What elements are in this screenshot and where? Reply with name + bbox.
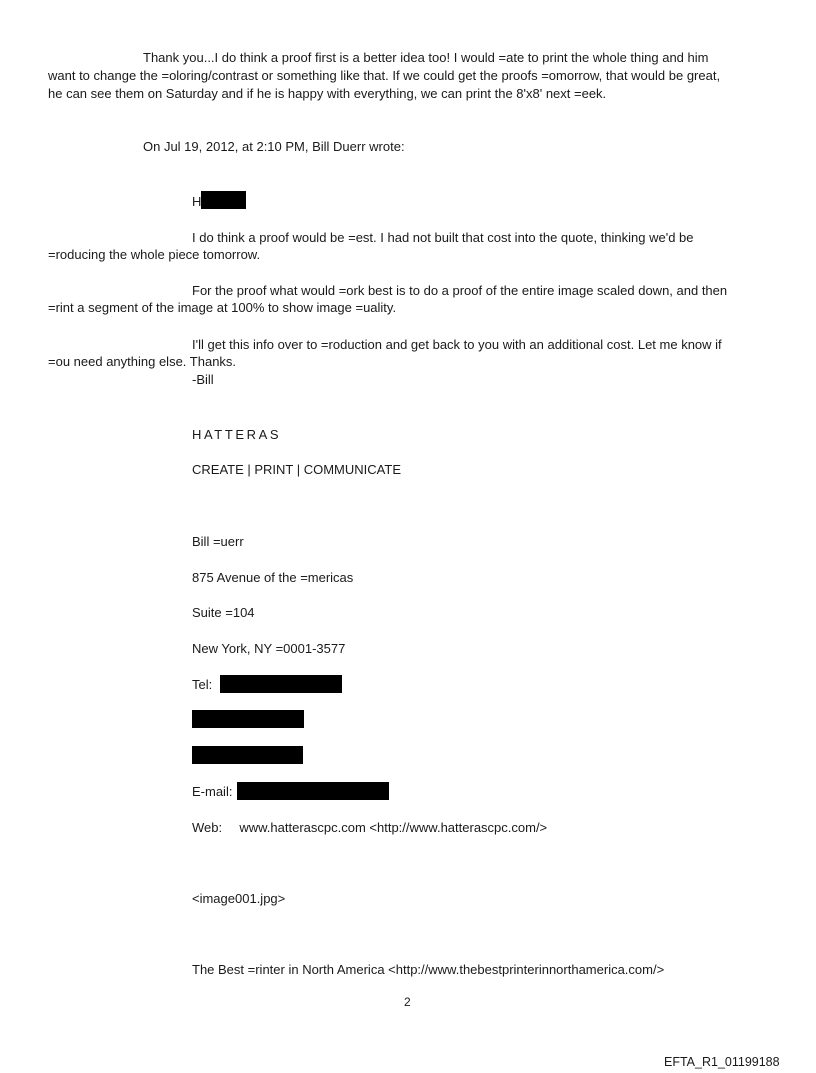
company-name: HATTERAS bbox=[192, 427, 282, 442]
quote-p3-line-1: I'll get this info over to =roduction and get back to you with an additional cost. Let me know if bbox=[192, 337, 722, 352]
quote-p2-line-1: For the proof what would =ork best is to do a proof of the entire image scaled down, and then bbox=[192, 283, 728, 298]
web-row bbox=[192, 819, 547, 836]
tel-label: Tel: bbox=[192, 677, 213, 692]
redaction-block-tel bbox=[220, 675, 342, 693]
redaction-block-greeting bbox=[201, 191, 246, 209]
quote-p1-line-1: I do think a proof would be =est. I had not built that cost into the quote, thinking we'd be bbox=[192, 230, 694, 245]
reply-line-3: he can see them on Saturday and if he is happy with everything, we can print the 8'x8' next =eek. bbox=[48, 86, 607, 101]
redaction-block-email bbox=[237, 782, 389, 800]
signature-name: Bill =uerr bbox=[192, 534, 244, 549]
greeting bbox=[192, 193, 201, 210]
best-printer-link[interactable]: The Best =rinter in North America <http://www.thebestprinterinnorthamerica.com/> bbox=[192, 962, 665, 977]
address-line-1: 875 Avenue of the =mericas bbox=[192, 570, 354, 585]
reply-line-1: Thank you...I do think a proof first is a better idea too! I would =ate to print the whole thing and him bbox=[143, 50, 709, 65]
document-id: EFTA_R1_01199188 bbox=[664, 1055, 780, 1069]
web-label: Web: bbox=[192, 820, 223, 835]
page-number: 2 bbox=[404, 995, 411, 1009]
email-label: E-mail: bbox=[192, 784, 233, 799]
web-link[interactable]: www.hatterascpc.com <http://www.hatterascpc.com/> bbox=[239, 820, 548, 835]
quote-p1-line-2: =roducing the whole piece tomorrow. bbox=[48, 247, 261, 262]
company-tagline: CREATE | PRINT | COMMUNICATE bbox=[192, 462, 401, 477]
redaction-block-phone-2 bbox=[192, 710, 304, 728]
quote-p3-line-2: =ou need anything else. Thanks. bbox=[48, 354, 237, 369]
redaction-block-phone-3 bbox=[192, 746, 303, 764]
signoff: -Bill bbox=[192, 372, 214, 387]
greeting-initial: H bbox=[192, 194, 202, 209]
quote-header: On Jul 19, 2012, at 2:10 PM, Bill Duerr wrote: bbox=[143, 139, 405, 154]
reply-line-2: want to change the =oloring/contrast or something like that. If we could get the proofs =omorrow, that would be great, bbox=[48, 68, 721, 83]
quote-p2-line-2: =rint a segment of the image at 100% to show image =uality. bbox=[48, 300, 397, 315]
image-attachment-ref: <image001.jpg> bbox=[192, 891, 286, 906]
address-line-2: Suite =104 bbox=[192, 605, 255, 620]
address-line-3: New York, NY =0001-3577 bbox=[192, 641, 346, 656]
